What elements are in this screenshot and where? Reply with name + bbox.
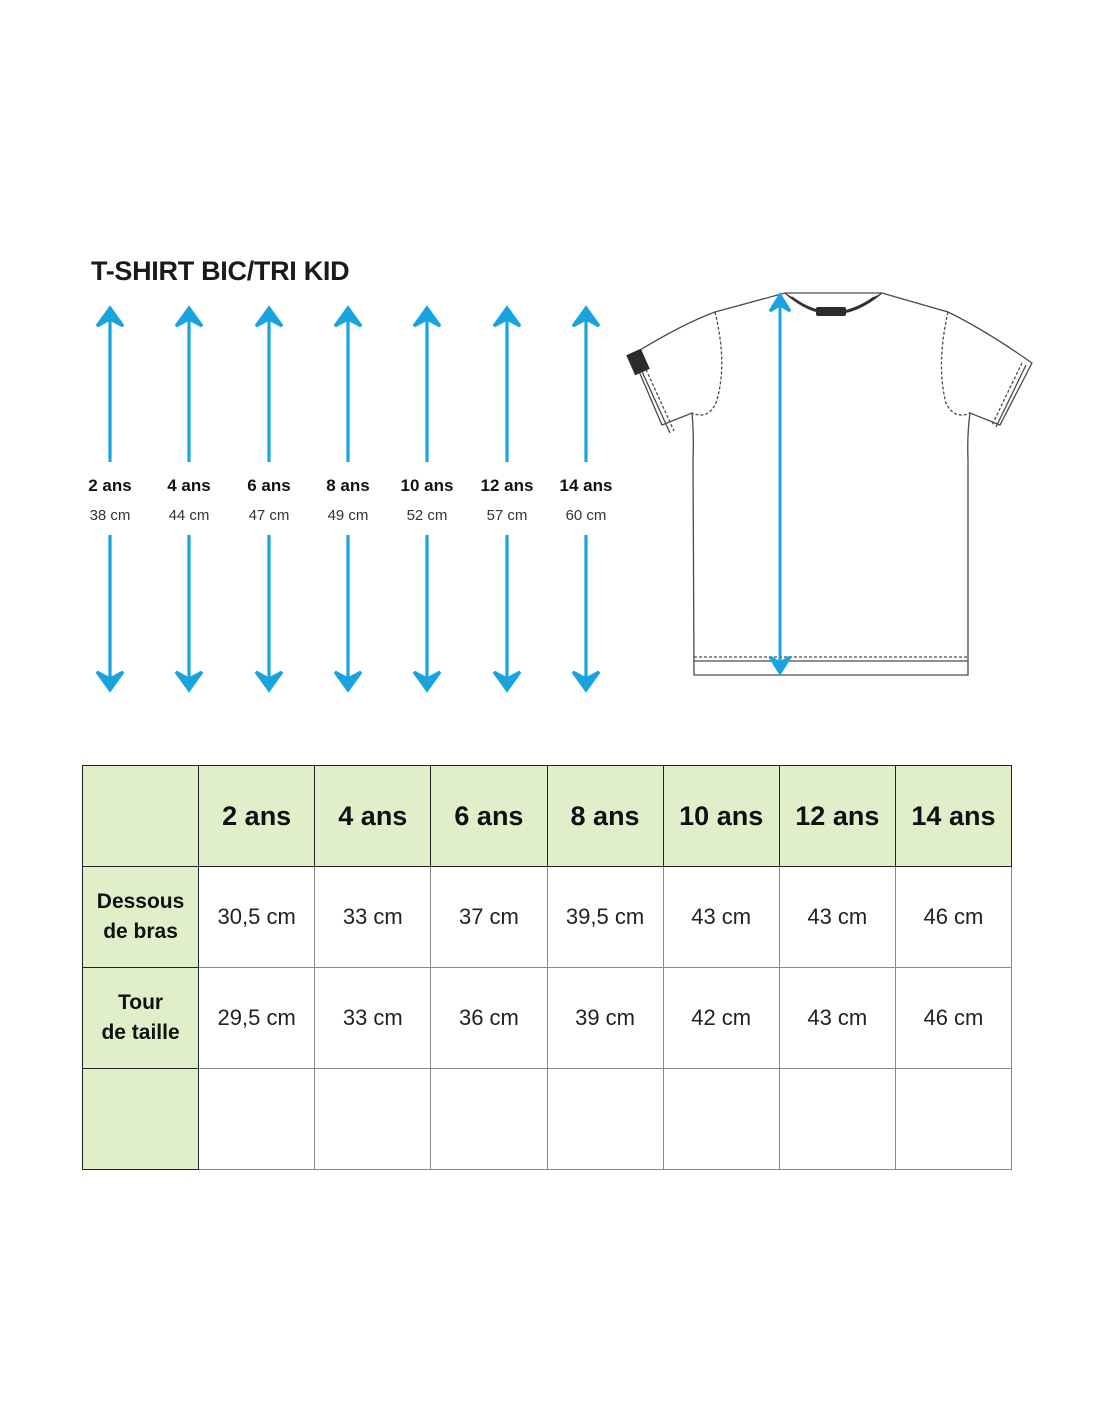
table-cell: 36 cm — [431, 968, 547, 1069]
page-title: T-SHIRT BIC/TRI KID — [91, 256, 350, 286]
table-cell: 46 cm — [895, 867, 1011, 968]
table-row — [83, 1069, 1012, 1170]
table-cell — [895, 1069, 1011, 1170]
size-length: 49 cm — [327, 507, 369, 524]
table-cell: 29,5 cm — [199, 968, 315, 1069]
double-arrow-icon — [546, 305, 626, 693]
size-label: 2 ans — [88, 476, 132, 495]
size-length: 47 cm — [248, 507, 290, 524]
table-cell — [547, 1069, 663, 1170]
double-arrow-icon — [229, 305, 309, 693]
size-label: 14 ans — [559, 476, 613, 495]
double-arrow-icon — [70, 305, 150, 693]
column-header: 4 ans — [315, 766, 431, 867]
size-length: 44 cm — [168, 507, 210, 524]
double-arrow-icon — [467, 305, 547, 693]
size-label: 6 ans — [247, 476, 291, 495]
column-header: 12 ans — [779, 766, 895, 867]
table-corner-cell — [83, 766, 199, 867]
table-cell — [779, 1069, 895, 1170]
table-cell: 33 cm — [315, 867, 431, 968]
row-header-line: de bras — [103, 920, 178, 943]
table-cell: 43 cm — [779, 968, 895, 1069]
tshirt-illustration — [620, 285, 1040, 685]
size-label: 12 ans — [480, 476, 534, 495]
double-arrow-icon — [308, 305, 388, 693]
table-cell: 43 cm — [779, 867, 895, 968]
row-header-line: Tour — [118, 991, 164, 1014]
size-arrow-column — [467, 305, 547, 693]
row-header-line: Dessous — [96, 890, 185, 913]
size-arrow-column — [70, 305, 150, 693]
size-label: 8 ans — [326, 476, 370, 495]
table-cell: 43 cm — [663, 867, 779, 968]
column-header: 2 ans — [199, 766, 315, 867]
size-label: 4 ans — [167, 476, 211, 495]
row-header-line: de taille — [101, 1021, 180, 1044]
table-cell: 33 cm — [315, 968, 431, 1069]
table-cell: 37 cm — [431, 867, 547, 968]
size-length: 52 cm — [406, 507, 448, 524]
double-arrow-icon — [387, 305, 467, 693]
table-row — [83, 867, 1012, 968]
table-row — [83, 968, 1012, 1069]
table-cell — [315, 1069, 431, 1170]
row-header — [83, 867, 199, 968]
table-cell: 30,5 cm — [199, 867, 315, 968]
size-length: 60 cm — [565, 507, 607, 524]
row-header — [83, 1069, 199, 1170]
size-arrow-column — [546, 305, 626, 693]
table-cell — [199, 1069, 315, 1170]
double-arrow-icon — [149, 305, 229, 693]
size-length: 57 cm — [486, 507, 528, 524]
size-arrow-column — [308, 305, 388, 693]
column-header: 6 ans — [431, 766, 547, 867]
tshirt-outline-icon — [620, 285, 1040, 685]
table-cell: 46 cm — [895, 968, 1011, 1069]
column-header: 14 ans — [895, 766, 1011, 867]
table-header-row — [83, 766, 1012, 867]
size-arrow-column — [229, 305, 309, 693]
table-cell: 39,5 cm — [547, 867, 663, 968]
size-table — [82, 765, 1012, 1170]
row-header — [83, 968, 199, 1069]
neck-label-icon — [816, 307, 846, 316]
size-label: 10 ans — [400, 476, 454, 495]
table-cell: 39 cm — [547, 968, 663, 1069]
table-cell — [431, 1069, 547, 1170]
table-cell: 42 cm — [663, 968, 779, 1069]
table-cell — [663, 1069, 779, 1170]
size-arrow-column — [149, 305, 229, 693]
column-header: 8 ans — [547, 766, 663, 867]
size-length: 38 cm — [89, 507, 131, 524]
column-header: 10 ans — [663, 766, 779, 867]
size-arrow-column — [387, 305, 467, 693]
